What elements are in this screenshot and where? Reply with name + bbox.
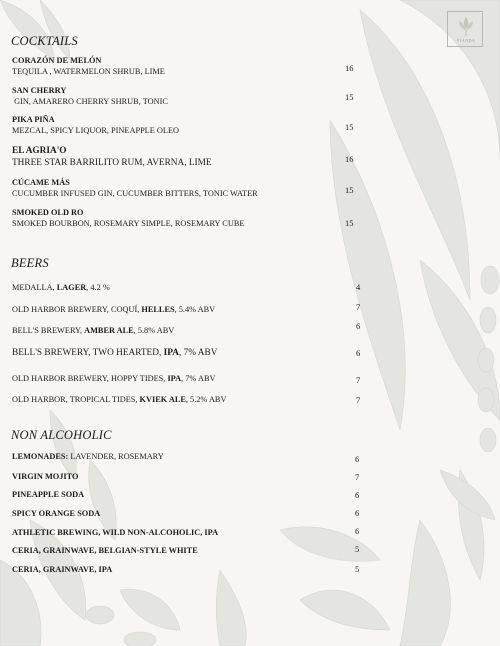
beer-item — [12, 374, 215, 385]
item-price: 5 — [355, 544, 360, 554]
item-name: SAN CHERRY — [12, 86, 67, 95]
item-price: 15 — [345, 122, 354, 132]
beer-style: AMBER ALE — [84, 326, 134, 335]
beer-brewery: BELL'S BREWERY, TWO HEARTED, — [12, 348, 164, 358]
beer-style: IPA — [167, 374, 182, 383]
beer-style: LAGER — [56, 283, 87, 292]
item-name: LEMONADES: — [12, 452, 69, 461]
menu-item — [12, 86, 168, 107]
item-description: GIN, AMARERO CHERRY SHRUB, TONIC — [12, 96, 168, 106]
beer-brewery: BELL'S BREWERY, — [12, 326, 85, 335]
beer-item — [12, 305, 215, 316]
item-price: 7 — [356, 375, 361, 385]
beer-item — [12, 348, 217, 360]
beer-abv: , 5.4% ABV — [174, 305, 216, 314]
item-description: LAVENDER, ROSEMARY — [68, 452, 164, 461]
item-name: SPICY ORANGE SODA — [12, 509, 101, 518]
item-price: 6 — [355, 454, 360, 464]
non-alcoholic-item — [12, 472, 78, 483]
section-title-non-alcoholic: NON ALCOHOLIC — [11, 428, 112, 442]
item-description: MEZCAL, SPICY LIQUOR, PINEAPPLE OLEO — [12, 125, 180, 135]
item-name: CERIA, GRAINWAVE, BELGIAN-STYLE WHITE — [12, 546, 198, 555]
item-price: 6 — [355, 526, 360, 536]
beer-brewery: OLD HARBOR BREWERY, HOPPY TIDES, — [12, 374, 168, 383]
beer-abv: , 7% ABV — [178, 348, 218, 358]
section-title-beers: BEERS — [11, 256, 49, 270]
brand-name: VIANDA — [456, 38, 476, 43]
item-price: 7 — [356, 395, 361, 405]
section-title-cocktails: COCKTAILS — [11, 34, 78, 48]
item-description: CUCUMBER INFUSED GIN, CUCUMBER BITTERS, TONIC WATER — [12, 188, 258, 198]
beer-brewery: OLD HARBOR BREWERY, COQUÍ, — [12, 305, 142, 314]
beer-abv: , 5.2% ABV — [185, 395, 227, 404]
item-name: CERIA, GRAINWAVE, IPA — [12, 565, 113, 574]
beer-item — [12, 283, 110, 294]
non-alcoholic-item — [12, 546, 198, 557]
item-description: TEQUILA , WATERMELON SHRUB, LIME — [12, 66, 165, 76]
item-description: THREE STAR BARRILITO RUM, AVERNA, LIME — [12, 157, 212, 168]
beer-abv: , 5.8% ABV — [133, 326, 175, 335]
item-price: 15 — [345, 185, 354, 195]
brand-logo — [447, 11, 483, 47]
item-price: 15 — [345, 218, 354, 228]
item-description: SMOKED BOURBON, ROSEMARY SIMPLE, ROSEMARY CUBE — [12, 218, 245, 228]
beer-brewery: MEDALLA, — [12, 283, 57, 292]
item-name: PIKA PIÑA — [12, 115, 55, 124]
beer-abv: , 7% ABV — [181, 374, 216, 383]
item-price: 7 — [356, 302, 361, 312]
item-price: 4 — [356, 282, 361, 292]
item-price: 16 — [345, 63, 354, 73]
menu-item — [12, 115, 179, 136]
item-price: 5 — [355, 564, 360, 574]
beer-brewery: OLD HARBOR, TROPICAL TIDES, — [12, 395, 140, 404]
item-price: 16 — [345, 154, 354, 164]
item-price: 6 — [356, 321, 361, 331]
item-name: SMOKED OLD RO — [12, 208, 84, 217]
item-price: 15 — [345, 92, 354, 102]
item-price: 6 — [355, 508, 360, 518]
non-alcoholic-item — [12, 528, 218, 539]
item-name: VIRGIN MOJITO — [12, 472, 79, 481]
beer-abv: , 4.2 % — [86, 283, 110, 292]
item-name: PINEAPPLE SODA — [12, 490, 85, 499]
beer-style: KVIEK ALE — [139, 395, 186, 404]
non-alcoholic-item — [12, 509, 100, 520]
item-price: 6 — [356, 348, 361, 358]
non-alcoholic-item — [12, 452, 164, 463]
beer-item — [12, 326, 174, 337]
menu-item — [12, 146, 212, 170]
menu-item — [12, 208, 244, 229]
menu-item — [12, 178, 258, 199]
item-name: CORAZÓN DE MELÓN — [12, 56, 102, 65]
beer-item — [12, 395, 226, 406]
non-alcoholic-item — [12, 490, 84, 501]
item-name: CÚCAME MÁS — [12, 178, 70, 187]
item-name: EL AGRIA'O — [12, 146, 67, 156]
menu-item — [12, 56, 165, 77]
item-price: 7 — [355, 472, 360, 482]
item-price: 6 — [355, 490, 360, 500]
non-alcoholic-item — [12, 565, 112, 576]
beer-style: HELLES — [141, 305, 175, 314]
item-name: ATHLETIC BREWING, WILD NON-ALCOHOLIC, IPA — [12, 528, 219, 537]
beer-style: IPA — [163, 348, 179, 358]
